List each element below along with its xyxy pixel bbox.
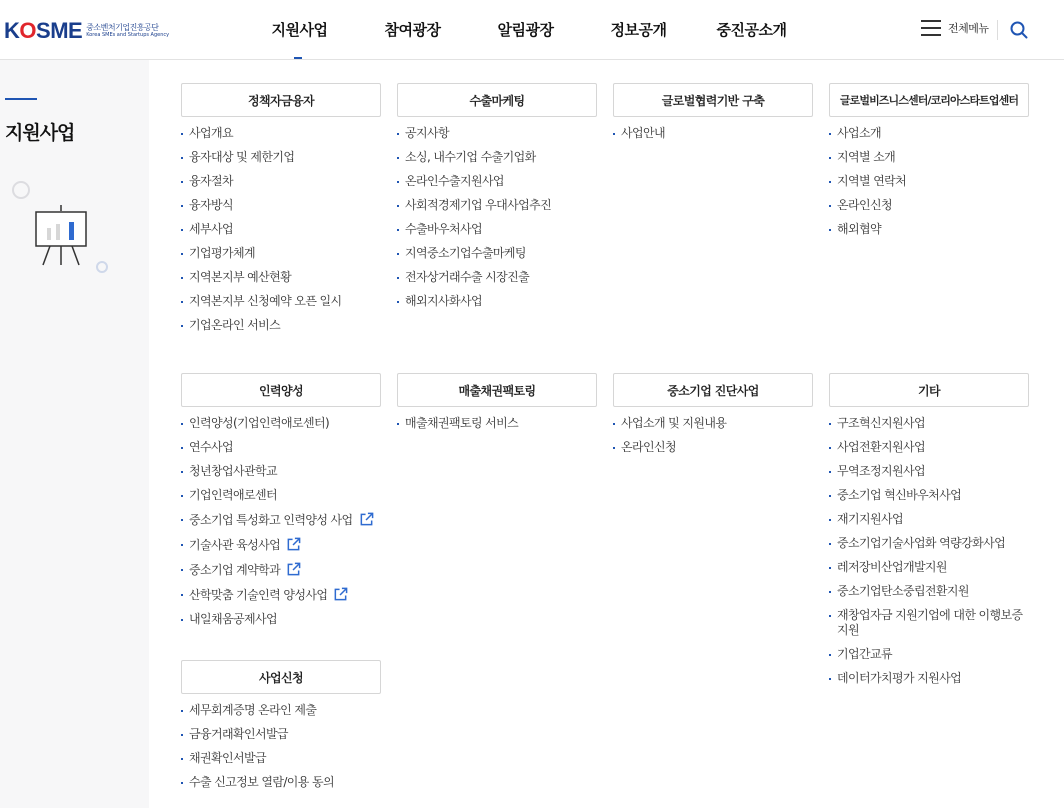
search-icon[interactable] bbox=[1010, 21, 1028, 39]
menu-item-external[interactable] bbox=[181, 562, 381, 578]
menu-group-application bbox=[181, 660, 381, 799]
nav-item-about[interactable]: 중진공소개 bbox=[716, 21, 787, 39]
menu-item-label: 산학맞춤 기술인력 양성사업 bbox=[189, 588, 328, 602]
group-title[interactable]: 정책자금융자 bbox=[181, 83, 381, 117]
menu-item[interactable]: 중소기업 혁신바우처사업 bbox=[829, 488, 1029, 503]
menu-item[interactable]: 융자대상 및 제한기업 bbox=[181, 150, 381, 165]
hamburger-icon bbox=[921, 20, 941, 36]
menu-item[interactable]: 수출바우처사업 bbox=[397, 222, 597, 237]
menu-item[interactable]: 재기지원사업 bbox=[829, 512, 1029, 527]
menu-group-factoring bbox=[397, 373, 597, 440]
sidebar-panel bbox=[0, 60, 149, 808]
menu-group-workforce bbox=[181, 373, 381, 636]
menu-item[interactable]: 데이터가치평가 지원사업 bbox=[829, 671, 1029, 686]
nav-item-support[interactable]: 지원사업 bbox=[243, 0, 356, 60]
presentation-board-icon bbox=[10, 180, 110, 280]
menu-item[interactable]: 융자방식 bbox=[181, 198, 381, 213]
menu-item[interactable]: 지역본지부 신청예약 오픈 일시 bbox=[181, 294, 381, 309]
group-title[interactable]: 인력양성 bbox=[181, 373, 381, 407]
menu-item[interactable]: 내일채움공제사업 bbox=[181, 612, 381, 627]
group-title[interactable]: 매출채권팩토링 bbox=[397, 373, 597, 407]
all-menu-label: 전체메뉴 bbox=[948, 22, 989, 35]
menu-item[interactable]: 지역본지부 예산현황 bbox=[181, 270, 381, 285]
group-title[interactable]: 기타 bbox=[829, 373, 1029, 407]
external-link-icon bbox=[286, 537, 301, 552]
menu-item[interactable]: 해외지사화사업 bbox=[397, 294, 597, 309]
group-title[interactable]: 중소기업 진단사업 bbox=[613, 373, 813, 407]
group-title[interactable]: 수출마케팅 bbox=[397, 83, 597, 117]
kosme-logo[interactable] bbox=[4, 18, 169, 44]
nav-item-notice[interactable]: 알림광장 bbox=[497, 21, 554, 39]
menu-item-external[interactable] bbox=[181, 537, 381, 553]
menu-item[interactable]: 융자절차 bbox=[181, 174, 381, 189]
menu-item[interactable]: 중소기업탄소중립전환지원 bbox=[829, 584, 1029, 599]
menu-item[interactable]: 레저장비산업개발지원 bbox=[829, 560, 1029, 575]
nav-item-disclosure[interactable]: 정보공개 bbox=[610, 21, 667, 39]
menu-item[interactable]: 중소기업기술사업화 역량강화사업 bbox=[829, 536, 1029, 551]
menu-item-label: 중소기업 계약학과 bbox=[189, 563, 281, 577]
logo-wordmark: KOSME bbox=[4, 18, 83, 43]
menu-item[interactable]: 온라인신청 bbox=[829, 198, 1029, 213]
menu-item[interactable]: 사업개요 bbox=[181, 126, 381, 141]
external-link-icon bbox=[359, 512, 374, 527]
group-title[interactable]: 사업신청 bbox=[181, 660, 381, 694]
menu-item-external[interactable] bbox=[181, 587, 381, 603]
menu-item[interactable]: 기업평가체계 bbox=[181, 246, 381, 261]
menu-item-label: 중소기업 특성화고 인력양성 사업 bbox=[189, 513, 353, 527]
all-menu-button[interactable] bbox=[921, 20, 989, 36]
menu-item[interactable]: 구조혁신지원사업 bbox=[829, 416, 1029, 431]
menu-group-etc bbox=[829, 373, 1029, 695]
menu-item[interactable]: 세부사업 bbox=[181, 222, 381, 237]
menu-item[interactable]: 사업소개 및 지원내용 bbox=[613, 416, 813, 431]
menu-item[interactable]: 지역별 연락처 bbox=[829, 174, 1029, 189]
menu-item[interactable]: 온라인수출지원사업 bbox=[397, 174, 597, 189]
menu-item[interactable]: 수출 신고정보 열람/이용 동의 bbox=[181, 775, 381, 790]
menu-item[interactable]: 기업간교류 bbox=[829, 647, 1029, 662]
menu-item[interactable]: 금융거래확인서발급 bbox=[181, 727, 381, 742]
menu-item-external[interactable] bbox=[181, 512, 381, 528]
menu-item[interactable]: 인력양성(기업인력애로센터) bbox=[181, 416, 381, 431]
menu-item[interactable]: 무역조정지원사업 bbox=[829, 464, 1029, 479]
menu-item[interactable]: 세무회계증명 온라인 제출 bbox=[181, 703, 381, 718]
menu-item[interactable]: 사회적경제기업 우대사업추진 bbox=[397, 198, 597, 213]
menu-item[interactable]: 전자상거래수출 시장진출 bbox=[397, 270, 597, 285]
sidebar-title: 지원사업 bbox=[5, 122, 75, 144]
menu-group-global-business-center bbox=[829, 83, 1029, 246]
menu-item[interactable]: 소싱, 내수기업 수출기업화 bbox=[397, 150, 597, 165]
menu-item[interactable]: 매출채권팩토링 서비스 bbox=[397, 416, 597, 431]
menu-item[interactable]: 기업인력애로센터 bbox=[181, 488, 381, 503]
menu-item[interactable]: 온라인신청 bbox=[613, 440, 813, 455]
external-link-icon bbox=[333, 587, 348, 602]
menu-group-global-cooperation bbox=[613, 83, 813, 150]
menu-item-label: 기술사관 육성사업 bbox=[189, 538, 281, 552]
menu-item[interactable]: 연수사업 bbox=[181, 440, 381, 455]
menu-item[interactable]: 사업소개 bbox=[829, 126, 1029, 141]
menu-item[interactable]: 재창업자금 지원기업에 대한 이행보증지원 bbox=[829, 608, 1029, 638]
menu-item[interactable]: 지역중소기업수출마케팅 bbox=[397, 246, 597, 261]
header-divider bbox=[997, 20, 998, 40]
main-nav bbox=[243, 0, 808, 60]
menu-item[interactable]: 해외협약 bbox=[829, 222, 1029, 237]
group-title[interactable]: 글로벌비즈니스센터/코리아스타트업센터 bbox=[829, 83, 1029, 117]
nav-item-participation[interactable]: 참여광장 bbox=[384, 21, 441, 39]
sidebar-accent-bar bbox=[5, 98, 37, 100]
menu-item[interactable]: 사업안내 bbox=[613, 126, 813, 141]
site-header bbox=[0, 0, 1064, 60]
menu-item[interactable]: 공지사항 bbox=[397, 126, 597, 141]
menu-item[interactable]: 지역별 소개 bbox=[829, 150, 1029, 165]
external-link-icon bbox=[286, 562, 301, 577]
menu-item[interactable]: 채권확인서발급 bbox=[181, 751, 381, 766]
menu-item[interactable]: 사업전환지원사업 bbox=[829, 440, 1029, 455]
menu-item[interactable]: 기업온라인 서비스 bbox=[181, 318, 381, 333]
menu-item[interactable]: 청년창업사관학교 bbox=[181, 464, 381, 479]
menu-group-diagnosis bbox=[613, 373, 813, 464]
menu-group-policy-fund bbox=[181, 83, 381, 342]
menu-group-export-marketing bbox=[397, 83, 597, 318]
logo-subtitle: 중소벤처기업진흥공단 Korea SMEs and Startups Agency bbox=[86, 23, 170, 38]
group-title[interactable]: 글로벌협력기반 구축 bbox=[613, 83, 813, 117]
